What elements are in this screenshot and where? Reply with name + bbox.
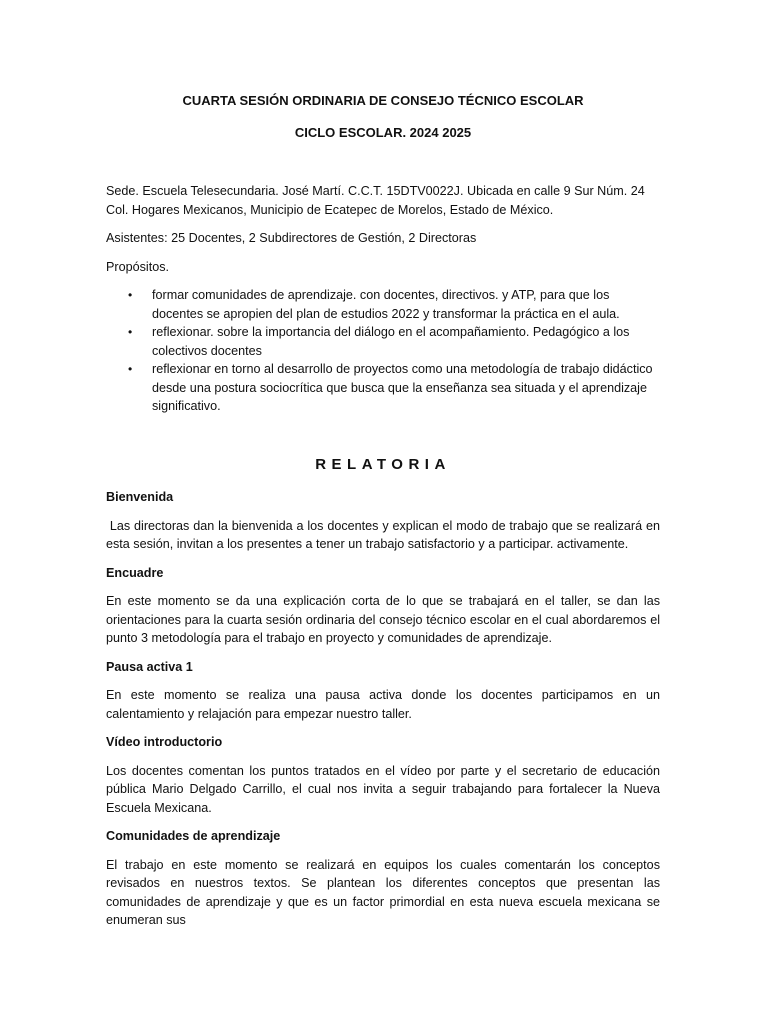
document-subtitle: CICLO ESCOLAR. 2024 2025 <box>294 125 472 140</box>
list-item <box>106 323 660 360</box>
section-heading-video: Vídeo introductorio <box>106 735 223 749</box>
section-text-encuadre: En este momento se da una explicación corta de lo que se trabajará en el taller, se dan las orientaciones para la cuarta sesión ordinaria del consejo técnico escolar en el cual abordaremos el punto 3 metodología para el trabajo en proyecto y comunidades de aprendizaje. <box>106 594 660 645</box>
section-text-bienvenida: Las directoras dan la bienvenida a los docentes y explican el modo de trabajo que se realizará en esta sesión, invitan a los presentes a tener un trabajo satisfactorio y a participar. activamente. <box>106 518 664 551</box>
bullet-icon: • <box>128 362 133 376</box>
bullet-icon: • <box>128 325 133 339</box>
list-item-text: formar comunidades de aprendizaje. con docentes, directivos. y ATP, para que los docentes se apropien del plan de estudios 2022 y transformar la práctica en el aula. <box>152 288 620 321</box>
section-heading-pausa-activa: Pausa activa 1 <box>106 659 193 674</box>
list-item-text: reflexionar. sobre la importancia del diálogo en el acompañamiento. Pedagógico a los colectivos docentes <box>152 325 630 358</box>
list-item <box>106 286 660 323</box>
section-heading-encuadre: Encuadre <box>106 565 164 580</box>
bullet-icon: • <box>128 288 133 302</box>
propositos-label: Propósitos. <box>106 259 169 274</box>
section-heading-comunidades: Comunidades de aprendizaje <box>106 829 281 843</box>
relatoria-heading: RELATORIA <box>315 455 451 473</box>
section-text-pausa-activa: En este momento se realiza una pausa activa donde los docentes participamos en un calentamiento y relajación para empezar nuestro taller. <box>106 688 660 721</box>
asistentes-paragraph: Asistentes: 25 Docentes, 2 Subdirectores de Gestión, 2 Directoras <box>106 231 477 245</box>
section-text-video: Los docentes comentan los puntos tratados en el vídeo por parte y el secretario de educación pública Mario Delgado Carrillo, el cual nos invita a seguir trabajando para fortalecer la Nueva Escuela Mexicana. <box>106 763 660 815</box>
sede-paragraph: Sede. Escuela Telesecundaria. José Martí. C.C.T. 15DTV0022J. Ubicada en calle 9 Sur Núm. 24 Col. Hogares Mexicanos, Municipio de Ecatepec de Morelos, Estado de México. <box>106 184 645 217</box>
section-heading-bienvenida: Bienvenida <box>106 490 174 504</box>
list-item <box>106 360 660 416</box>
propositos-list <box>106 286 660 416</box>
document-title: CUARTA SESIÓN ORDINARIA DE CONSEJO TÉCNICO ESCOLAR <box>182 93 584 108</box>
list-item-text: reflexionar en torno al desarrollo de proyectos como una metodología de trabajo didáctico desde una postura sociocrítica que busca que la enseñanza sea situada y el aprendizaje significativo. <box>152 362 653 413</box>
section-text-comunidades: El trabajo en este momento se realizará en equipos los cuales comentarán los conceptos revisados en nuestros textos. Se plantean los diferentes conceptos que presentan las comunidades de aprendizaje y que es un factor primordial en esta nueva escuela mexicana se enumeran sus <box>106 857 660 927</box>
document-body <box>106 92 664 940</box>
